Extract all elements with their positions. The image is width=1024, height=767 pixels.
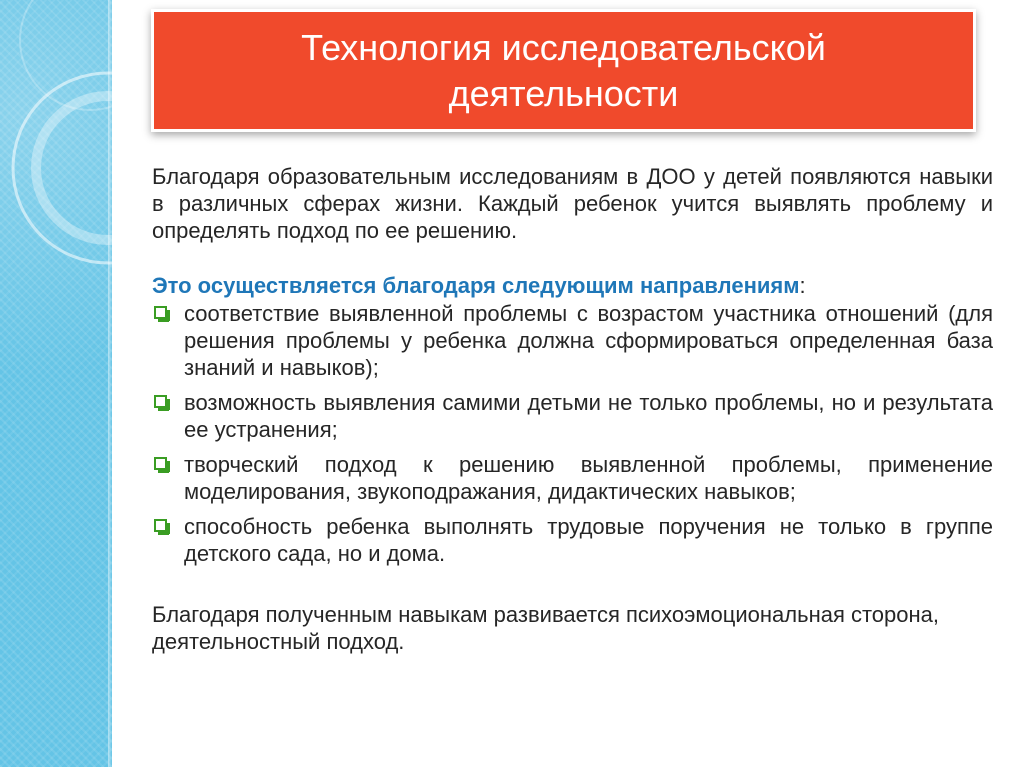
slide-content [152,163,993,655]
list-item [152,451,993,505]
checkbox-bullet-icon [154,306,167,319]
title-line-1: Технология исследовательской [301,26,826,68]
checkbox-bullet-icon [154,395,167,408]
title-line-2: деятельности [448,72,679,114]
slide-title [301,25,826,117]
list-item [152,300,993,381]
title-banner [154,12,973,129]
decorative-circles [0,0,112,767]
directions-heading-colon: : [799,273,806,298]
list-item-text: способность ребенка выполнять трудовые поручения не только в группе детского сада, но и дома. [184,514,993,566]
list-item [152,389,993,443]
decorative-sidebar [0,0,112,767]
list-item-text: возможность выявления самими детьми не только проблемы, но и результата ее устранения; [184,390,993,442]
list-item-text: соответствие выявленной проблемы с возрастом участника отношений (для решения проблемы у ребенка должна сформироваться определенная база знаний и навыков); [184,301,993,380]
list-item-text: творческий подход к решению выявленной проблемы, применение моделирования, звукоподражания, дидактических навыков; [184,452,993,504]
directions-heading-text: Это осуществляется благодаря следующим направлениям [152,273,800,298]
conclusion-paragraph: Благодаря полученным навыкам развивается психоэмоциональная сторона, деятельностный подход. [152,602,940,654]
list-item [152,513,993,567]
checkbox-bullet-icon [154,457,167,470]
checkbox-bullet-icon [154,519,167,532]
directions-heading [152,272,993,299]
intro-paragraph: Благодаря образовательным исследованиям в ДОО у детей появляются навыки в различных сферах жизни. Каждый ребенок учится выявлять проблему и определять подход по ее решению. [152,164,993,243]
